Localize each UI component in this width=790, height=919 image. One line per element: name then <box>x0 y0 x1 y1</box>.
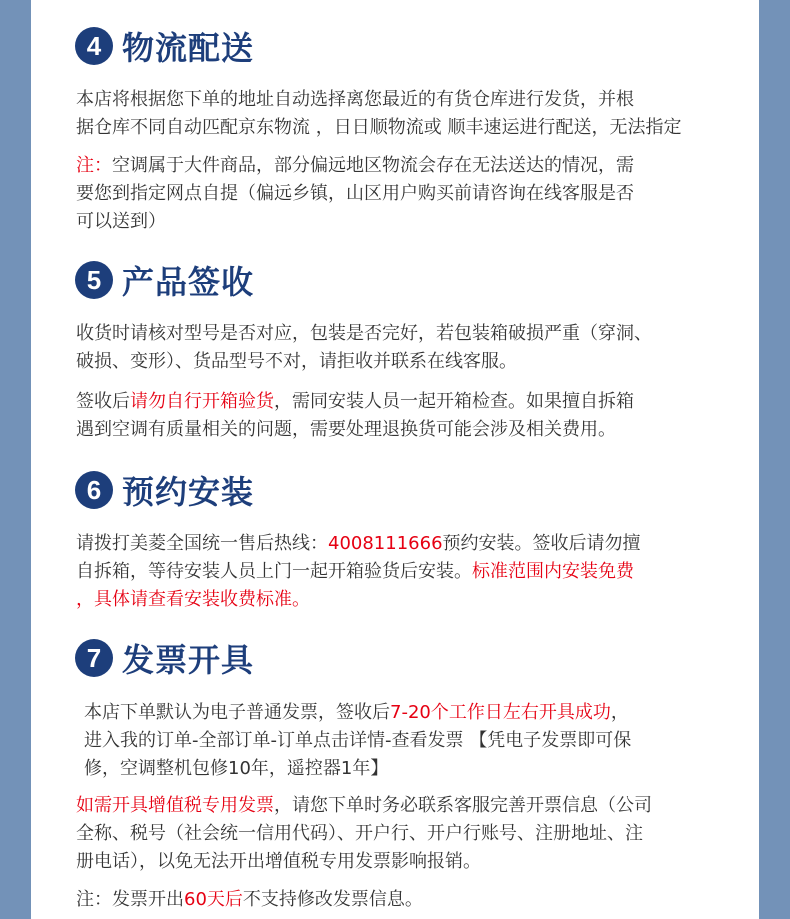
highlight-text: 60天后 <box>184 889 243 910</box>
text-run: 遇到空调有质量相关的问题，需要处理退换货可能会涉及相关费用。 <box>76 419 616 440</box>
text-run: 全称、税号（社会统一信用代码）、开户行、开户行账号、注册地址、注 <box>76 823 643 844</box>
text-run: ，需同安装人员一起开箱检查。如果擅自拆箱 <box>274 391 634 412</box>
invoice-note <box>76 886 746 914</box>
text-run: 签收后 <box>76 391 130 412</box>
text-run: ， <box>610 702 629 723</box>
section-title: 发票开具 <box>122 641 255 679</box>
text-run: ，请您下单时务必联系客服完善开票信息（公司 <box>274 795 652 816</box>
text-run: 请拨打美菱全国统一售后热线： <box>76 533 328 554</box>
text-line <box>76 848 746 876</box>
text-run: 预约安装。签收后请勿擅 <box>442 533 641 554</box>
highlight-text: 请勿自行开箱验货 <box>130 391 274 412</box>
content-card <box>31 0 759 919</box>
text-line <box>76 820 746 848</box>
text-line <box>84 755 754 783</box>
text-line <box>76 348 746 376</box>
text-run: 册电话），以免无法开出增值税专用发票影响报销。 <box>76 851 481 872</box>
text-run: 破损、变形）、货品型号不对，请拒收并联系在线客服。 <box>76 351 517 372</box>
text-run: 可以送到） <box>76 211 166 232</box>
text-run: 修，空调整机包修10年，遥控器1年】 <box>84 758 389 779</box>
highlight-text: ，具体请查看安装收费标准。 <box>76 589 310 610</box>
shipping-paragraph <box>76 86 746 142</box>
text-run: 进入我的订单-全部订单-订单点击详情-查看发票 【凭电子发票即可保 <box>84 730 632 751</box>
section-heading-signing <box>75 258 254 302</box>
section-number-badge: 5 <box>75 261 113 299</box>
text-run: 要您到指定网点自提（偏远乡镇，山区用户购买前请咨询在线客服是否 <box>76 183 634 204</box>
text-run: 据仓库不同自动匹配京东物流 ，日日顺物流或 顺丰速运进行配送，无法指定 <box>76 117 682 138</box>
invoice-vat-paragraph <box>76 792 746 876</box>
section-number-badge: 6 <box>75 471 113 509</box>
section-number-badge: 4 <box>75 27 113 65</box>
shipping-note <box>76 152 746 236</box>
text-line <box>84 699 754 727</box>
text-line <box>76 114 746 142</box>
highlight-text: 标准范围内安装免费 <box>472 561 634 582</box>
text-line <box>76 86 746 114</box>
section-title: 预约安装 <box>122 473 255 511</box>
section-heading-invoice <box>75 636 254 680</box>
text-line <box>76 530 746 558</box>
text-line <box>84 727 754 755</box>
text-line <box>76 792 746 820</box>
text-line <box>76 886 746 914</box>
signing-paragraph <box>76 320 746 376</box>
hotline-number: 4008111666 <box>328 533 443 554</box>
section-title: 物流配送 <box>122 29 255 67</box>
section-heading-installation <box>75 468 254 512</box>
section-title: 产品签收 <box>122 263 255 301</box>
text-run: 收货时请核对型号是否对应，包装是否完好，若包装箱破损严重（穿洞、 <box>76 323 652 344</box>
text-line <box>76 320 746 348</box>
text-run: 注：发票开出 <box>76 889 184 910</box>
text-run: 本店将根据您下单的地址自动选择离您最近的有货仓库进行发货，并根 <box>76 89 634 110</box>
text-line <box>76 152 746 180</box>
text-run: 空调属于大件商品，部分偏远地区物流会存在无法送达的情况，需 <box>112 155 634 176</box>
highlight-text: 7-20个工作日左右开具成功 <box>390 702 611 723</box>
text-line <box>76 586 746 614</box>
text-line <box>76 388 746 416</box>
text-line <box>76 208 746 236</box>
section-number-badge: 7 <box>75 639 113 677</box>
text-line <box>76 416 746 444</box>
text-line <box>76 180 746 208</box>
note-label: 注： <box>76 155 112 176</box>
text-run: 不支持修改发票信息。 <box>242 889 423 910</box>
text-run: 自拆箱，等待安装人员上门一起开箱验货后安装。 <box>76 561 472 582</box>
installation-paragraph <box>76 530 746 614</box>
highlight-text: 如需开具增值税专用发票 <box>76 795 274 816</box>
text-line <box>76 558 746 586</box>
text-run: 本店下单默认为电子普通发票，签收后 <box>84 702 390 723</box>
section-heading-shipping <box>75 24 254 68</box>
signing-unboxing-paragraph <box>76 388 746 444</box>
invoice-default-paragraph <box>84 699 754 783</box>
